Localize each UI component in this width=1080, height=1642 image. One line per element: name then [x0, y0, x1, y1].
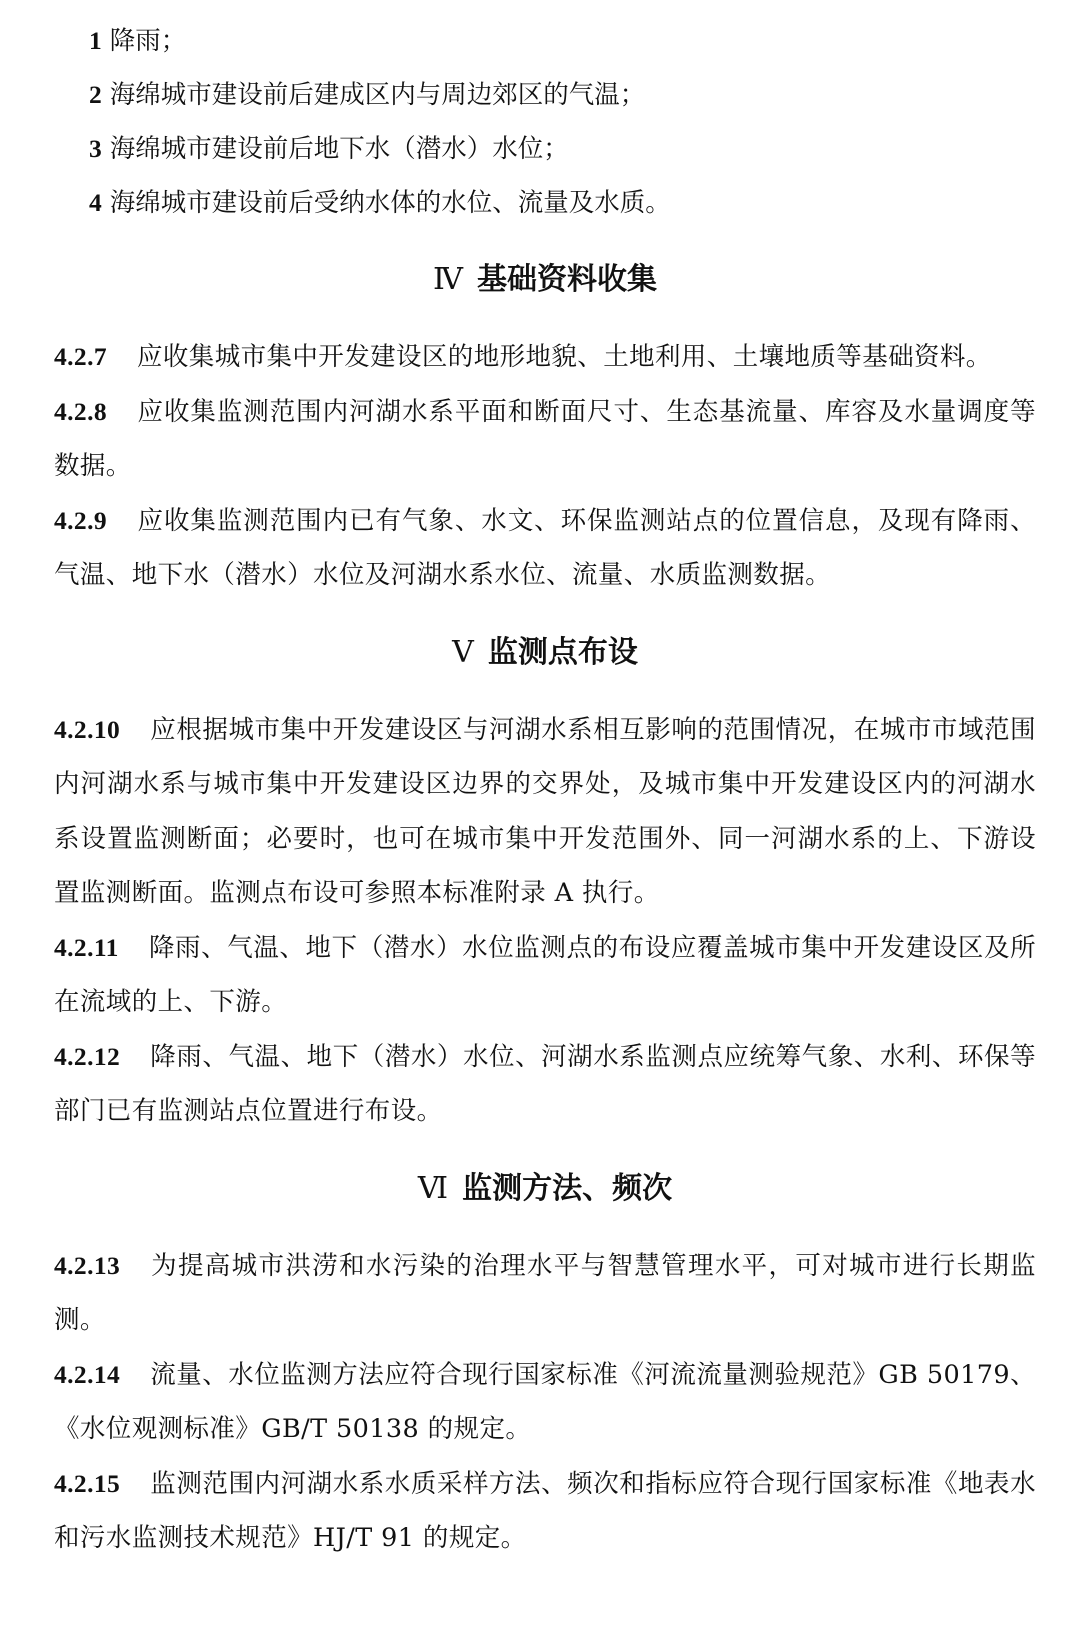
list-item-number: 4: [89, 188, 102, 217]
section-title: [54, 1169, 1036, 1209]
clause: [54, 1348, 1036, 1457]
section-title: [54, 260, 1036, 300]
clause-text: 监测范围内河湖水系水质采样方法、频次和指标应符合现行国家标准《地表水和污水监测技术规范》HJ/T 91 的规定。: [54, 1468, 1036, 1553]
list-item-number: 1: [89, 26, 102, 55]
list-item: [89, 122, 1036, 176]
section-title-text: 基础资料收集: [476, 262, 657, 297]
clause-number: 4.2.10: [54, 714, 121, 744]
list-item-text: 海绵城市建设前后地下水（潜水）水位；: [109, 134, 569, 164]
section-roman-numeral: Ⅵ: [417, 1171, 449, 1205]
clause-number: 4.2.12: [54, 1041, 121, 1071]
clause: [54, 921, 1036, 1030]
list-item: [89, 176, 1036, 230]
clause-number: 4.2.7: [54, 342, 107, 371]
clause-text: 降雨、气温、地下（潜水）水位监测点的布设应覆盖城市集中开发建设区及所在流域的上、下游。: [54, 932, 1036, 1017]
clause: [54, 1239, 1036, 1348]
clause-number: 4.2.11: [54, 932, 119, 962]
list-item-number: 3: [89, 134, 102, 163]
list-item: [89, 68, 1036, 122]
clause-number: 4.2.14: [54, 1359, 121, 1389]
clause-number: 4.2.13: [54, 1250, 121, 1280]
clause-text: 流量、水位监测方法应符合现行国家标准《河流流量测验规范》GB 50179、《水位观测标准》GB/T 50138 的规定。: [54, 1359, 1036, 1444]
list-item: [89, 14, 1036, 68]
clause-text: 应收集监测范围内已有气象、水文、环保监测站点的位置信息，及现有降雨、气温、地下水（潜水）水位及河湖水系水位、流量、水质监测数据。: [54, 505, 1036, 590]
section-roman-numeral: Ⅴ: [452, 635, 474, 669]
section-roman-numeral: Ⅳ: [433, 263, 463, 296]
clause-number: 4.2.15: [54, 1468, 121, 1498]
clause: [54, 385, 1036, 494]
document-page: [54, 14, 1036, 1566]
list-item-text: 海绵城市建设前后受纳水体的水位、流量及水质。: [109, 188, 671, 218]
clause-text: 应收集城市集中开发建设区的地形地貌、土地利用、土壤地质等基础资料。: [137, 342, 992, 372]
clause: [54, 1457, 1036, 1566]
section-title-text: 监测方法、频次: [462, 1170, 673, 1206]
clause-text: 应根据城市集中开发建设区与河湖水系相互影响的范围情况，在城市市域范围内河湖水系与城市集中开发建设区边界的交界处，及城市集中开发建设区内的河湖水系设置监测断面；必要时，也可在城市集中开发范围外、同一河湖水系的上、下游设置监测断面。监测点布设可参照本标准附录 A 执行。: [54, 714, 1036, 908]
list-item-text: 降雨；: [109, 26, 187, 56]
clause-text: 降雨、气温、地下（潜水）水位、河湖水系监测点应统筹气象、水利、环保等部门已有监测站点位置进行布设。: [54, 1041, 1036, 1126]
clause: [54, 703, 1036, 921]
section-title: [54, 633, 1036, 673]
list-item-text: 海绵城市建设前后建成区内与周边郊区的气温；: [109, 80, 646, 110]
clause: [54, 494, 1036, 603]
clause-text: 应收集监测范围内河湖水系平面和断面尺寸、生态基流量、库容及水量调度等数据。: [54, 396, 1036, 481]
section-title-text: 监测点布设: [487, 634, 638, 670]
clause-number: 4.2.8: [54, 396, 107, 426]
list-item-number: 2: [89, 80, 102, 109]
clause-number: 4.2.9: [54, 505, 107, 535]
clause: [54, 330, 1036, 385]
clause: [54, 1030, 1036, 1139]
clause-text: 为提高城市洪涝和水污染的治理水平与智慧管理水平，可对城市进行长期监测。: [54, 1250, 1036, 1335]
